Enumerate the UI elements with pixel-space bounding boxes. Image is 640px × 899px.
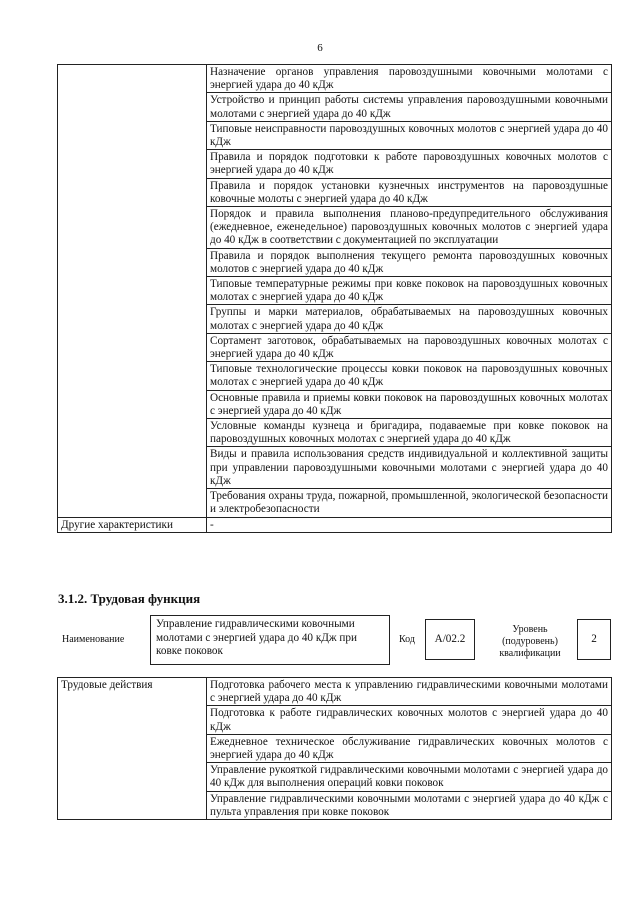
labor-actions-table <box>57 677 612 820</box>
page-number: 6 <box>317 42 323 54</box>
table-row <box>58 517 612 532</box>
table-cell: Управление гидравлическими ковочными молотами с энергией удара до 40 кДж с пульта управления при ковке поковок <box>207 791 612 819</box>
level-label: Уровень (подуровень) квалификации <box>499 624 561 659</box>
name-value: Управление гидравлическими ковочными молотами с энергией удара до 40 кДж при ковке поковок <box>150 615 390 665</box>
name-label: Наименование <box>62 634 125 645</box>
table-cell: Типовые температурные режимы при ковке поковок на паровоздушных ковочных молотах с энергией удара до 40 кДж <box>207 277 612 305</box>
table-cell: Основные правила и приемы ковки поковок на паровоздушных ковочных молотах с энергией удара до 40 кДж <box>207 390 612 418</box>
level-value: 2 <box>577 619 611 660</box>
table-cell: Подготовка рабочего места к управлению гидравлическими ковочными молотами с энергией удара до 40 кДж <box>207 678 612 706</box>
table-cell: Правила и порядок установки кузнечных инструментов на паровоздушные ковочные молоты с энергией удара до 40 кДж <box>207 178 612 206</box>
table-cell: Сортамент заготовок, обрабатываемых на паровоздушных ковочных молотах с энергией удара до 40 кДж <box>207 333 612 361</box>
table-cell: Назначение органов управления паровоздушными ковочными молотами с энергией удара до 40 кДж <box>207 65 612 93</box>
table-cell-label: Другие характеристики <box>58 517 207 532</box>
table-cell: Виды и правила использования средств индивидуальной и коллективной защиты при управлении паровоздушными ковочными молотами с энергией удара до 40 кДж <box>207 447 612 489</box>
table-cell: Ежедневное техническое обслуживание гидравлических ковочных молотов с энергией удара до 40 кДж <box>207 734 612 762</box>
table-cell: Правила и порядок подготовки к работе паровоздушных ковочных молотов с энергией удара до 40 кДж <box>207 150 612 178</box>
table-cell: Порядок и правила выполнения планово-предупредительного обслуживания (ежедневное, еженедельное) паровоздушных ковочных молотов с энергией удара до 40 кДж в соответствии с документацией по эксплуатации <box>207 207 612 249</box>
code-label: Код <box>399 634 415 645</box>
table-cell: Правила и порядок выполнения текущего ремонта паровоздушных ковочных молотов с энергией удара до 40 кДж <box>207 248 612 276</box>
table-cell: Устройство и принцип работы системы управления паровоздушными ковочными молотами с энергией удара до 40 кДж <box>207 93 612 121</box>
table-cell: Подготовка к работе гидравлических ковочных молотов с энергией удара до 40 кДж <box>207 706 612 734</box>
table-cell: Условные команды кузнеца и бригадира, подаваемые при ковке поковок на паровоздушных ковочных молотах с энергией удара до 40 кДж <box>207 419 612 447</box>
table-cell: - <box>207 517 612 532</box>
table-cell-label: Трудовые действия <box>58 678 207 820</box>
knowledge-table <box>57 64 612 533</box>
table-cell: Группы и марки материалов, обрабатываемых на паровоздушных ковочных молотах с энергией удара до 40 кДж <box>207 305 612 333</box>
table-row <box>58 65 612 93</box>
table-cell-label <box>58 65 207 518</box>
table-cell: Управление рукояткой гидравлическими ковочными молотами с энергией удара до 40 кДж для выполнения операций ковки поковок <box>207 763 612 791</box>
table-cell: Типовые неисправности паровоздушных ковочных молотов с энергией удара до 40 кДж <box>207 121 612 149</box>
table-row <box>58 678 612 706</box>
table-cell: Типовые технологические процессы ковки поковок на паровоздушных ковочных молотах с энергией удара до 40 кДж <box>207 362 612 390</box>
code-value: A/02.2 <box>425 619 475 660</box>
table-cell: Требования охраны труда, пожарной, промышленной, экологической безопасности и электробезопасности <box>207 489 612 517</box>
section-title: 3.1.2. Трудовая функция <box>58 591 201 606</box>
